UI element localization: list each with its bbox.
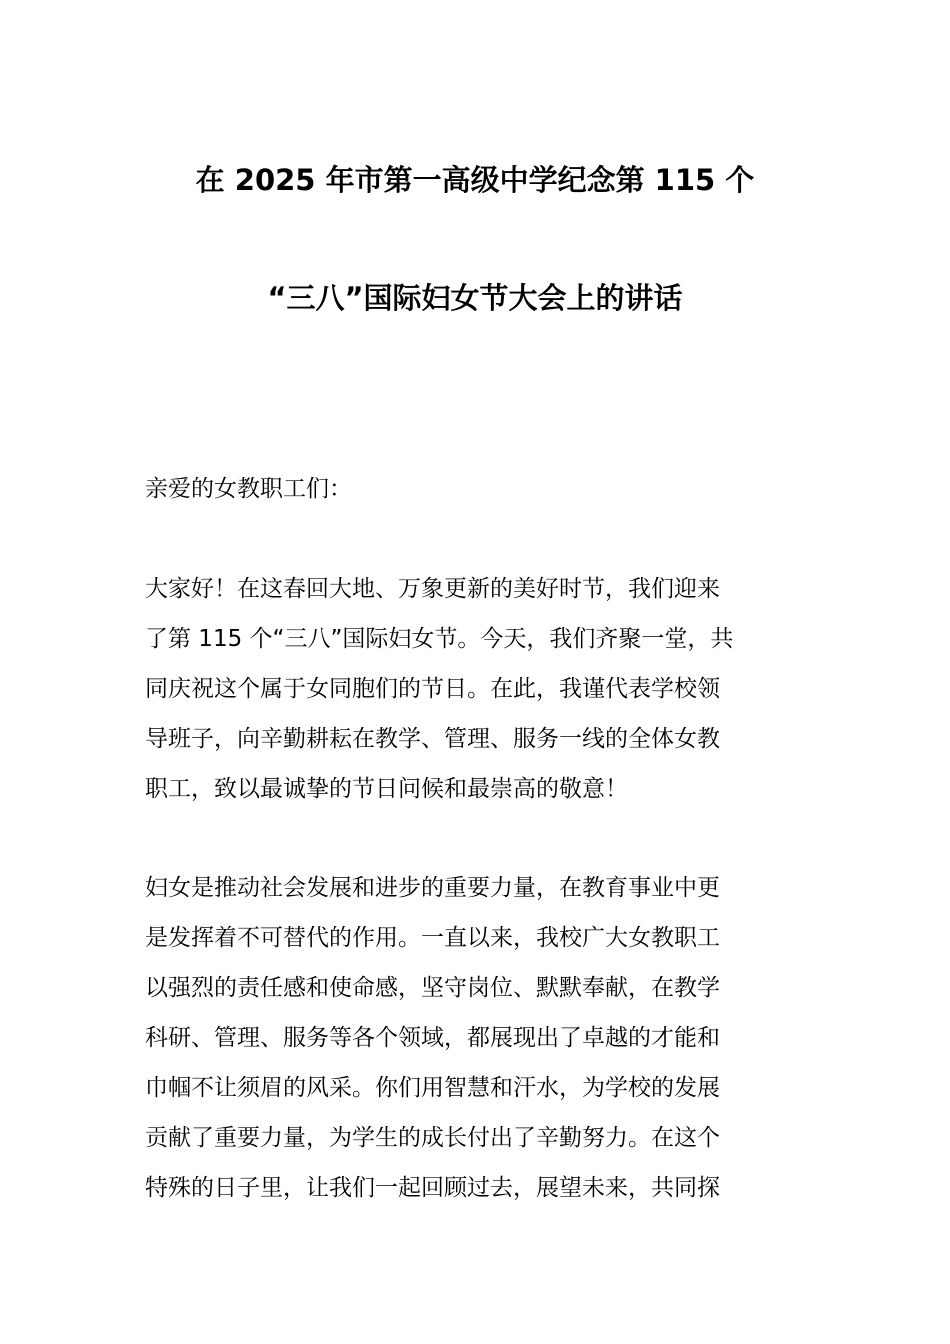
title-line-1: 在 2025 年市第一高级中学纪念第 115 个 (195, 163, 755, 197)
paragraph-line: 职工，致以最诚挚的节日问候和最崇高的敬意！ (145, 776, 628, 802)
salutation: 亲爱的女教职工们： (145, 476, 352, 502)
paragraph-1 (145, 572, 815, 822)
paragraph-line: 以强烈的责任感和使命感，坚守岗位、默默奉献，在教学 (145, 975, 720, 1001)
paragraph-2 (145, 871, 815, 1221)
paragraph-line: 贡献了重要力量，为学生的成长付出了辛勤努力。在这个 (145, 1125, 720, 1151)
paragraph-line: 特殊的日子里，让我们一起回顾过去，展望未来，共同探 (145, 1175, 720, 1201)
paragraph-line: 巾帼不让须眉的风采。你们用智慧和汗水，为学校的发展 (145, 1075, 720, 1101)
paragraph-line: 导班子，向辛勤耕耘在教学、管理、服务一线的全体女教 (145, 726, 720, 752)
paragraph-line: 了第 115 个“三八”国际妇女节。今天，我们齐聚一堂，共 (145, 626, 734, 652)
paragraph-line: 是发挥着不可替代的作用。一直以来，我校广大女教职工 (145, 925, 720, 951)
paragraph-line: 大家好！在这春回大地、万象更新的美好时节，我们迎来 (145, 576, 720, 602)
title-line-2: “三八”国际妇女节大会上的讲话 (267, 281, 683, 315)
paragraph-line: 同庆祝这个属于女同胞们的节日。在此，我谨代表学校领 (145, 676, 720, 702)
paragraph-line: 科研、管理、服务等各个领域，都展现出了卓越的才能和 (145, 1025, 720, 1051)
paragraph-line: 妇女是推动社会发展和进步的重要力量，在教育事业中更 (145, 875, 720, 901)
